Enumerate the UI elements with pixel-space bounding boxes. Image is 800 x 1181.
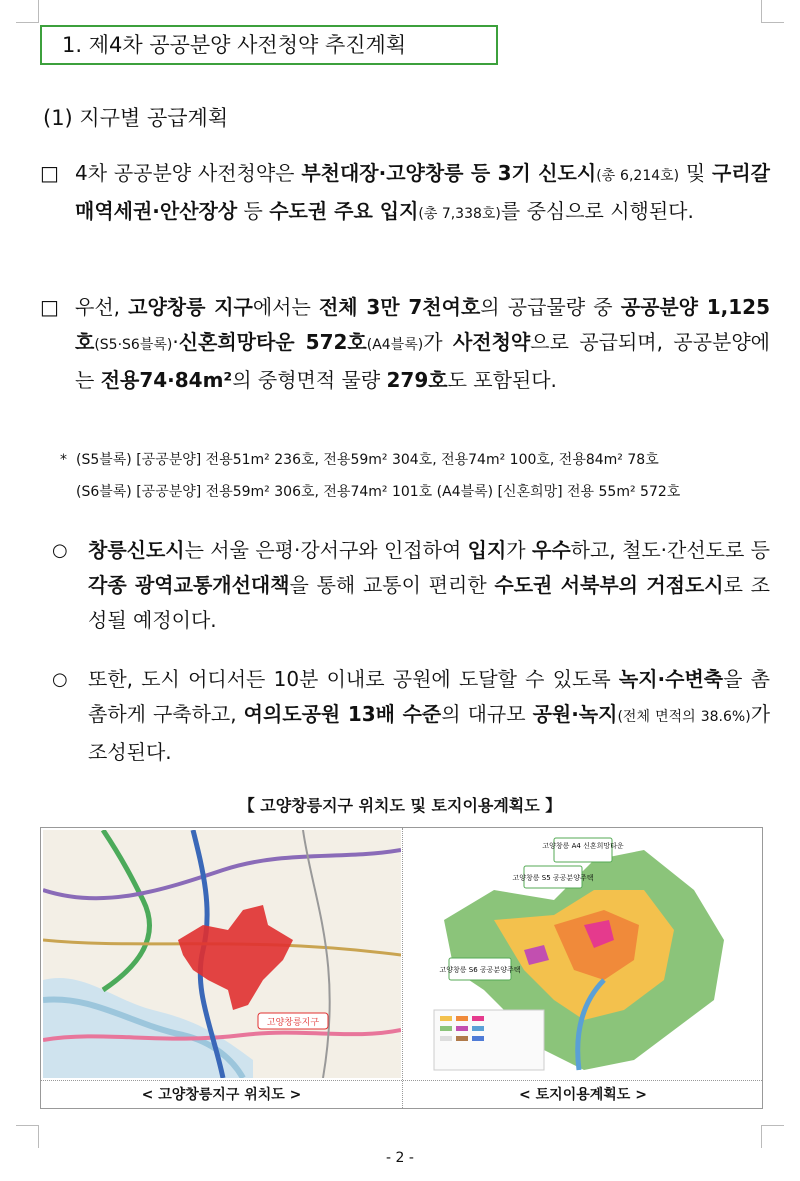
paragraph-goyang-changneung xyxy=(40,290,770,398)
map-callout-s5: 고양창릉 S5 공공분양주택 xyxy=(512,874,594,882)
subsection-title: (1) 지구별 공급계획 xyxy=(43,106,229,130)
crop-mark-bottom-right xyxy=(761,1125,784,1148)
page-number: - 2 - xyxy=(386,1150,414,1166)
location-map xyxy=(43,830,401,1078)
map-callout-a4: 고양창릉 A4 신혼희망타운 xyxy=(542,842,624,850)
section-title: 1. 제4차 공공분양 사전청약 추진계획 xyxy=(40,25,498,65)
map-tag: 고양창릉지구 xyxy=(266,1018,320,1028)
bullet-text: 또한, 도시 어디서든 10분 이내로 공원에 도달할 수 있도록 녹지·수변축을 촘촘하게 구축하고, 여의도공원 13배 수준의 대규모 공원·녹지(전체 면적의 38.6%)가 조성된다. xyxy=(88,667,771,764)
footnote-line: (S6블록) [공공분양] 전용59m² 306호, 전용74m² 101호 (A4블록) [신혼희망] 전용 55m² 572호 xyxy=(76,484,681,500)
footnote-line: (S5블록) [공공분양] 전용51m² 236호, 전용59m² 304호, 전용74m² 100호, 전용84m² 78호 xyxy=(76,452,659,468)
circle-bullet: ○ xyxy=(52,669,68,690)
circle-bullet: ○ xyxy=(52,540,68,561)
paragraph-supply-overview xyxy=(40,156,770,232)
map-legend xyxy=(440,1016,484,1041)
footnote-block-details xyxy=(60,444,780,508)
figure-caption: 【 고양창릉지구 위치도 및 토지이용계획도 】 xyxy=(238,796,562,815)
paragraph-text: 우선, 고양창릉 지구에서는 전체 3만 7천여호의 공급물량 중 공공분양 1,125호(S5·S6블록)·신혼희망타운 572호(A4블록)가 사전청약으로 공급되며, 공공분양에는 전용74·84m²의 중형면적 물량 279호도 포함된다. xyxy=(75,295,770,392)
footnote-star: * xyxy=(60,452,67,468)
checkbox-bullet: □ xyxy=(40,295,59,319)
crop-mark-bottom-left xyxy=(16,1125,39,1148)
crop-mark-top-right xyxy=(761,0,784,23)
bullet-location xyxy=(52,533,770,638)
figure-box xyxy=(40,827,763,1109)
bullet-text: 창릉신도시는 서울 은평·강서구와 인접하여 입지가 우수하고, 철도·간선도로 등 각종 광역교통개선대책을 통해 교통이 편리한 수도권 서북부의 거점도시로 조성될 예정이다. xyxy=(88,538,770,632)
land-use-plan-map xyxy=(404,830,761,1078)
location-map-label: < 고양창릉지구 위치도 > xyxy=(141,1087,302,1103)
land-use-map-label: < 토지이용계획도 > xyxy=(519,1087,647,1103)
paragraph-text: 4차 공공분양 사전청약은 부천대장·고양창릉 등 3기 신도시(총 6,214호) 및 구리갈매역세권·안산장상 등 수도권 주요 입지(총 7,338호)를 중심으로 시행된다. xyxy=(75,161,770,223)
bullet-parks xyxy=(52,662,770,770)
figure-label-separator xyxy=(41,1080,762,1081)
figure-divider xyxy=(402,828,403,1108)
crop-mark-top-left xyxy=(16,0,39,23)
map-callout-s6: 고양창릉 S6 공공분양주택 xyxy=(439,966,521,974)
checkbox-bullet: □ xyxy=(40,161,59,185)
